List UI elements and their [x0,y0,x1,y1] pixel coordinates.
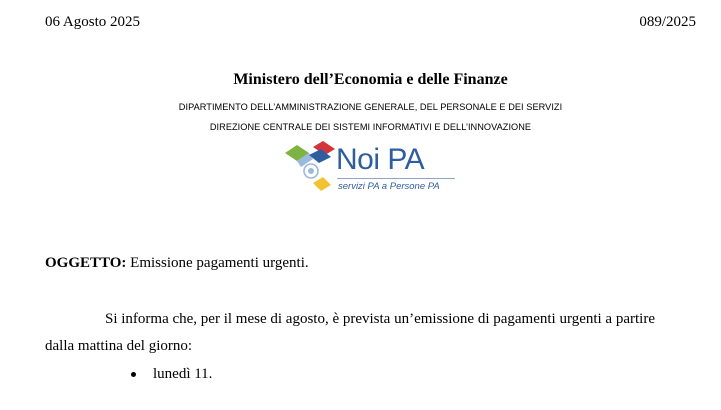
department-name: DIPARTIMENTO DELL’AMMINISTRAZIONE GENERALE, DEL PERSONALE E DEI SERVIZI [178,102,563,112]
noipa-logo-wordmark [336,143,424,177]
logo-tagline: servizi PA a Persone PA [338,181,440,192]
ministry-title: Ministero dell’Economia e delle Finanze [233,71,508,88]
bullet-icon [131,372,136,377]
logo-word-noi: Noi [336,143,380,176]
logo-word-pa: PA [387,143,425,176]
list-item [131,366,212,383]
noipa-logo [283,141,463,203]
body-paragraph-line-1: Si informa che, per il mese di agosto, è prevista un’emissione di pagamenti urgenti a partire [105,311,655,327]
body-paragraph-line-2: dalla mattina del giorno: [45,338,193,354]
logo-underline [337,178,455,179]
directorate-name: DIREZIONE CENTRALE DEI SISTEMI INFORMATIVI E DELL’INNOVAZIONE [209,122,532,132]
subject-text: Emissione pagamenti urgenti. [126,255,309,271]
subject-line [45,255,309,272]
list-item-text: lunedì 11. [153,366,213,382]
noipa-logo-mark-icon [283,141,339,201]
document-date: 06 Agosto 2025 [45,14,141,30]
protocol-number: 089/2025 [639,14,696,30]
subject-label: OGGETTO: [45,255,127,271]
